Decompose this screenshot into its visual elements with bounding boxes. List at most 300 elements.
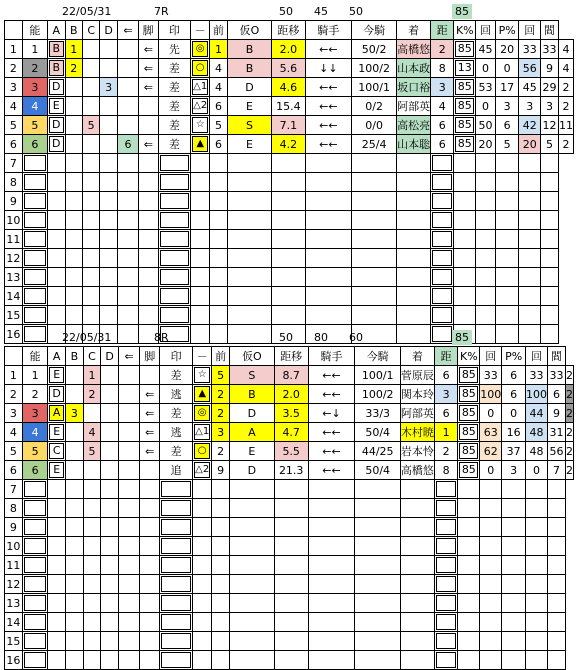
- cell-gate: 5: [22, 442, 47, 461]
- cell-empty: [212, 613, 230, 632]
- cell-empty: [476, 230, 496, 249]
- cell-empty: [193, 575, 212, 594]
- column-header: D: [101, 347, 119, 366]
- cell-chaku: 3: [431, 78, 454, 97]
- cell-empty: [548, 613, 566, 632]
- column-header: 距: [434, 347, 457, 366]
- cell-empty: [191, 230, 210, 249]
- cell-empty: [229, 575, 274, 594]
- table-row[interactable]: [5, 404, 574, 423]
- cell-empty: [548, 499, 566, 518]
- table-row-empty[interactable]: [5, 287, 574, 306]
- cell-nou: [47, 97, 65, 116]
- header-number-1: 50: [279, 331, 293, 344]
- cell-empty: [47, 192, 65, 211]
- cell-empty: [229, 556, 274, 575]
- cell-shirushi-value: ▲: [194, 386, 210, 402]
- cell-empty: [140, 499, 160, 518]
- cell-shirushi-value: ○: [192, 60, 208, 76]
- cell-empty: [48, 518, 66, 537]
- cell-dash: 2: [212, 404, 230, 423]
- cell-kyo-value: 85: [459, 405, 478, 421]
- cell-no: 2: [5, 385, 23, 404]
- cell-empty: [65, 249, 82, 268]
- cell-empty: [355, 651, 400, 670]
- cell-empty: [22, 230, 47, 249]
- table-row[interactable]: [5, 135, 574, 154]
- race-header: [4, 4, 574, 20]
- table-row-empty[interactable]: [5, 192, 574, 211]
- cell-kyo: [458, 366, 480, 385]
- cell-empty: [227, 287, 271, 306]
- cell-empty: [548, 632, 566, 651]
- cell-empty: [274, 556, 308, 575]
- cell-empty: [100, 173, 117, 192]
- cell-p: 33: [519, 40, 541, 59]
- cell-kai: 6: [502, 385, 526, 404]
- cell-a: 1: [65, 40, 82, 59]
- cell-empty: [210, 249, 228, 268]
- cell-empty: [48, 537, 66, 556]
- cell-empty-box: [436, 500, 456, 516]
- cell-kai2: 31: [548, 423, 566, 442]
- cell-empty: [229, 518, 274, 537]
- cell-empty-box: [160, 288, 190, 304]
- header-number-2: 80: [314, 331, 328, 344]
- cell-b: 4: [83, 423, 101, 442]
- cell-empty: [541, 268, 559, 287]
- cell-empty: [48, 575, 66, 594]
- cell-empty: [434, 575, 457, 594]
- cell-empty: [541, 230, 559, 249]
- cell-empty: [502, 575, 526, 594]
- cell-empty-box: [436, 614, 456, 630]
- cell-kai2: 6: [548, 385, 566, 404]
- cell-empty: [272, 154, 305, 173]
- cell-empty: [458, 518, 480, 537]
- cell-d: [118, 442, 140, 461]
- cell-empty: [434, 632, 457, 651]
- cell-empty: [274, 537, 308, 556]
- cell-empty: [47, 287, 65, 306]
- cell-arrow: ⇐: [140, 385, 160, 404]
- cell-c: [101, 366, 119, 385]
- cell-gate: 2: [22, 59, 47, 78]
- cell-empty: [305, 287, 351, 306]
- cell-empty: [22, 556, 47, 575]
- cell-empty: [160, 518, 193, 537]
- cell-empty: [454, 287, 476, 306]
- cell-empty: 14: [5, 613, 23, 632]
- cell-empty: [139, 249, 158, 268]
- cell-empty: [454, 306, 476, 325]
- cell-empty: [191, 154, 210, 173]
- cell-no: 5: [5, 116, 23, 135]
- cell-d: [117, 59, 138, 78]
- cell-empty-box: [160, 155, 190, 171]
- cell-dash: 4: [210, 78, 228, 97]
- cell-b: 5: [82, 116, 99, 135]
- cell-empty: [193, 480, 212, 499]
- cell-empty: [22, 575, 47, 594]
- cell-empty: [227, 230, 271, 249]
- cell-yami: 2: [566, 461, 574, 480]
- column-header: 回: [526, 347, 548, 366]
- cell-empty: 12: [5, 575, 23, 594]
- cell-empty: [495, 211, 519, 230]
- cell-empty: [305, 154, 351, 173]
- cell-empty: [434, 651, 457, 670]
- cell-empty-box: [160, 193, 190, 209]
- cell-empty: [431, 287, 454, 306]
- cell-shirushi-value: ◎: [192, 41, 208, 57]
- cell-empty: [117, 306, 138, 325]
- cell-empty: [101, 575, 119, 594]
- cell-empty: [548, 480, 566, 499]
- cell-empty: [458, 613, 480, 632]
- cell-a: 3: [66, 404, 84, 423]
- cell-empty: [48, 594, 66, 613]
- cell-empty: [476, 192, 496, 211]
- cell-empty: [495, 192, 519, 211]
- cell-gate: 2: [22, 385, 47, 404]
- cell-empty: [355, 613, 400, 632]
- cell-c: [101, 385, 119, 404]
- table-row[interactable]: [5, 116, 574, 135]
- cell-empty: [502, 594, 526, 613]
- cell-gate: 6: [22, 135, 47, 154]
- cell-yami: 2: [566, 385, 574, 404]
- cell-empty: [83, 594, 101, 613]
- cell-empty: 10: [5, 211, 23, 230]
- cell-kai2: 33: [541, 40, 559, 59]
- cell-empty: [548, 537, 566, 556]
- cell-nou-value: B: [49, 41, 64, 57]
- cell-kari: 5.5: [274, 442, 308, 461]
- cell-kyaku: 差: [160, 404, 193, 423]
- header-number-1: 50: [279, 5, 293, 18]
- cell-empty: [158, 268, 191, 287]
- column-header: 印: [160, 347, 193, 366]
- cell-empty: [66, 518, 84, 537]
- cell-empty: [117, 249, 138, 268]
- cell-empty: [65, 173, 82, 192]
- cell-empty-box: [24, 288, 46, 304]
- cell-gate: 4: [22, 423, 47, 442]
- cell-empty: [193, 556, 212, 575]
- cell-empty-box: [24, 174, 46, 190]
- cell-arrow: ⇐: [139, 40, 158, 59]
- table-row-empty[interactable]: [5, 632, 574, 651]
- cell-empty: [355, 499, 400, 518]
- cell-kyo: [454, 97, 476, 116]
- cell-mae: E: [227, 135, 271, 154]
- cell-empty: [139, 230, 158, 249]
- cell-kyo-value: 13: [455, 60, 474, 76]
- cell-empty: [101, 613, 119, 632]
- cell-empty: [519, 249, 541, 268]
- cell-dash: 5: [210, 116, 228, 135]
- cell-dash: 4: [210, 59, 228, 78]
- column-header: 回: [519, 21, 541, 40]
- cell-empty-box: [436, 538, 456, 554]
- cell-empty: [519, 287, 541, 306]
- cell-empty: [210, 230, 228, 249]
- cell-empty: [66, 613, 84, 632]
- cell-empty: [83, 575, 101, 594]
- cell-mae: D: [229, 461, 274, 480]
- table-row[interactable]: [5, 366, 574, 385]
- cell-empty: [305, 230, 351, 249]
- race-number: 8R: [154, 331, 169, 344]
- cell-empty: [434, 518, 457, 537]
- cell-b: [83, 404, 101, 423]
- cell-empty: [355, 480, 400, 499]
- cell-kyaku: 差: [158, 59, 191, 78]
- cell-empty: [305, 192, 351, 211]
- cell-empty: [139, 306, 158, 325]
- cell-no: 1: [5, 366, 23, 385]
- table-row[interactable]: [5, 40, 574, 59]
- cell-empty: [118, 651, 140, 670]
- cell-empty: [22, 632, 47, 651]
- column-header: 能: [22, 347, 47, 366]
- cell-ima: 岩本怜: [400, 442, 434, 461]
- cell-empty: [160, 480, 193, 499]
- cell-empty: [308, 518, 355, 537]
- cell-kari: 4.2: [272, 135, 305, 154]
- cell-empty: [526, 480, 548, 499]
- cell-empty: [272, 268, 305, 287]
- table-row-empty[interactable]: [5, 537, 574, 556]
- cell-empty: [526, 537, 548, 556]
- race-date: 22/05/31: [62, 5, 112, 18]
- table-row[interactable]: [5, 78, 574, 97]
- cell-empty: [100, 154, 117, 173]
- cell-empty-box: [24, 557, 46, 573]
- cell-empty: [160, 594, 193, 613]
- cell-empty: [100, 287, 117, 306]
- cell-ima: 阿部英: [400, 404, 434, 423]
- table-row-empty[interactable]: [5, 306, 574, 325]
- cell-p: 45: [519, 78, 541, 97]
- cell-empty: [400, 613, 434, 632]
- cell-empty: [355, 537, 400, 556]
- cell-empty: [100, 230, 117, 249]
- cell-empty-box: [24, 595, 46, 611]
- cell-kishu: 100/1: [355, 366, 400, 385]
- cell-kyaku: 逃: [160, 423, 193, 442]
- header-number-3: 60: [349, 331, 363, 344]
- cell-empty: [47, 154, 65, 173]
- cell-shirushi: [191, 40, 210, 59]
- table-row-empty[interactable]: [5, 594, 574, 613]
- cell-kyo: [454, 116, 476, 135]
- cell-empty: [526, 499, 548, 518]
- table-row[interactable]: [5, 97, 574, 116]
- cell-empty: [191, 306, 210, 325]
- table-row-empty[interactable]: [5, 575, 574, 594]
- cell-empty: [65, 192, 82, 211]
- table-row-empty[interactable]: [5, 249, 574, 268]
- cell-empty-box: [24, 500, 46, 516]
- cell-empty: 10: [5, 537, 23, 556]
- cell-kari: 7.1: [272, 116, 305, 135]
- table-row-empty[interactable]: [5, 518, 574, 537]
- column-header: 今騎: [355, 347, 400, 366]
- cell-empty: [476, 287, 496, 306]
- cell-empty: [82, 268, 99, 287]
- cell-empty: [193, 632, 212, 651]
- cell-no: 6: [5, 135, 23, 154]
- cell-empty: [272, 306, 305, 325]
- cell-empty: [229, 651, 274, 670]
- cell-kyo: [458, 423, 480, 442]
- table-row-empty[interactable]: [5, 651, 574, 670]
- table-row[interactable]: [5, 461, 574, 480]
- cell-empty: [210, 211, 228, 230]
- cell-empty: [22, 613, 47, 632]
- cell-empty: [160, 537, 193, 556]
- cell-empty: [502, 651, 526, 670]
- cell-empty: [117, 173, 138, 192]
- header-number-3: 50: [349, 5, 363, 18]
- cell-kyo-value: 85: [455, 41, 474, 57]
- cell-empty: [83, 537, 101, 556]
- table-row-empty[interactable]: [5, 230, 574, 249]
- cell-empty: [191, 268, 210, 287]
- cell-empty: [458, 537, 480, 556]
- table-row-empty[interactable]: [5, 173, 574, 192]
- cell-no: 3: [5, 78, 23, 97]
- cell-empty: [502, 480, 526, 499]
- cell-empty: [272, 173, 305, 192]
- cell-empty-box: [432, 231, 452, 247]
- column-header: K%: [458, 347, 480, 366]
- cell-b: 5: [83, 442, 101, 461]
- table-row-empty[interactable]: [5, 613, 574, 632]
- cell-shirushi: [191, 135, 210, 154]
- cell-p: 100: [526, 385, 548, 404]
- column-header: P%: [502, 347, 526, 366]
- cell-empty: [458, 480, 480, 499]
- table-row[interactable]: [5, 442, 574, 461]
- cell-empty: [227, 154, 271, 173]
- cell-c: [100, 135, 117, 154]
- cell-empty: [308, 499, 355, 518]
- cell-empty: [100, 249, 117, 268]
- cell-empty: [305, 268, 351, 287]
- column-header: 前: [212, 347, 230, 366]
- column-header: ⇐: [117, 21, 138, 40]
- cell-empty: [502, 632, 526, 651]
- cell-no: 1: [5, 40, 23, 59]
- cell-kyo-value: 85: [455, 117, 474, 133]
- cell-dash: 2: [212, 385, 230, 404]
- cell-empty: [541, 211, 559, 230]
- cell-shirushi: [193, 461, 212, 480]
- column-header: 回: [480, 347, 502, 366]
- cell-empty: [22, 249, 47, 268]
- cell-kyori: ↓↓: [305, 59, 351, 78]
- cell-d: [117, 78, 138, 97]
- cell-kishu: 0/2: [352, 97, 397, 116]
- cell-empty: [101, 518, 119, 537]
- cell-shirushi: [193, 404, 212, 423]
- table-row-empty[interactable]: [5, 268, 574, 287]
- cell-shirushi: [191, 59, 210, 78]
- cell-empty: 13: [5, 594, 23, 613]
- cell-empty: [118, 594, 140, 613]
- cell-mae: S: [229, 366, 274, 385]
- cell-chaku: 4: [431, 97, 454, 116]
- cell-c: [100, 59, 117, 78]
- cell-empty-box: [432, 288, 452, 304]
- table-row[interactable]: [5, 423, 574, 442]
- cell-kari: 8.7: [274, 366, 308, 385]
- cell-kai2: 29: [541, 78, 559, 97]
- cell-kai2: 7: [548, 461, 566, 480]
- cell-kishu: 44/25: [355, 442, 400, 461]
- table-row-empty[interactable]: [5, 211, 574, 230]
- cell-kari: 4.7: [274, 423, 308, 442]
- cell-empty: [480, 651, 502, 670]
- cell-empty: [352, 154, 397, 173]
- cell-empty: [22, 537, 47, 556]
- cell-empty: [212, 632, 230, 651]
- cell-shirushi: [191, 116, 210, 135]
- cell-empty: 9: [5, 518, 23, 537]
- cell-nou: [47, 135, 65, 154]
- table-row[interactable]: [5, 59, 574, 78]
- table-row-empty[interactable]: [5, 480, 574, 499]
- cell-empty: [212, 518, 230, 537]
- table-row-empty[interactable]: [5, 154, 574, 173]
- cell-dash: 9: [212, 461, 230, 480]
- cell-empty: [158, 249, 191, 268]
- cell-kyaku: 差: [160, 366, 193, 385]
- cell-empty: [526, 651, 548, 670]
- cell-b: [82, 40, 99, 59]
- cell-empty: [305, 173, 351, 192]
- cell-ima: 高橋悠: [400, 461, 434, 480]
- cell-empty: [22, 306, 47, 325]
- table-row-empty[interactable]: [5, 499, 574, 518]
- cell-empty: [454, 173, 476, 192]
- cell-kai2: 12: [541, 116, 559, 135]
- cell-empty: [476, 211, 496, 230]
- cell-empty-box: [161, 633, 191, 649]
- table-row-empty[interactable]: [5, 556, 574, 575]
- header-number-85: 85: [452, 330, 472, 345]
- cell-empty: [22, 154, 47, 173]
- cell-empty-box: [436, 557, 456, 573]
- cell-empty: [352, 230, 397, 249]
- cell-ima: 菅原辰: [400, 366, 434, 385]
- cell-empty: [212, 651, 230, 670]
- cell-empty: [274, 632, 308, 651]
- cell-empty-box: [160, 269, 190, 285]
- cell-empty: [397, 249, 431, 268]
- cell-mae: B: [227, 59, 271, 78]
- cell-empty: [48, 632, 66, 651]
- table-row[interactable]: [5, 385, 574, 404]
- cell-nou-value: E: [49, 424, 64, 440]
- column-header: 騎手: [305, 21, 351, 40]
- cell-arrow: ⇐: [140, 442, 160, 461]
- cell-nou-value: D: [49, 386, 64, 402]
- cell-nou: [48, 442, 66, 461]
